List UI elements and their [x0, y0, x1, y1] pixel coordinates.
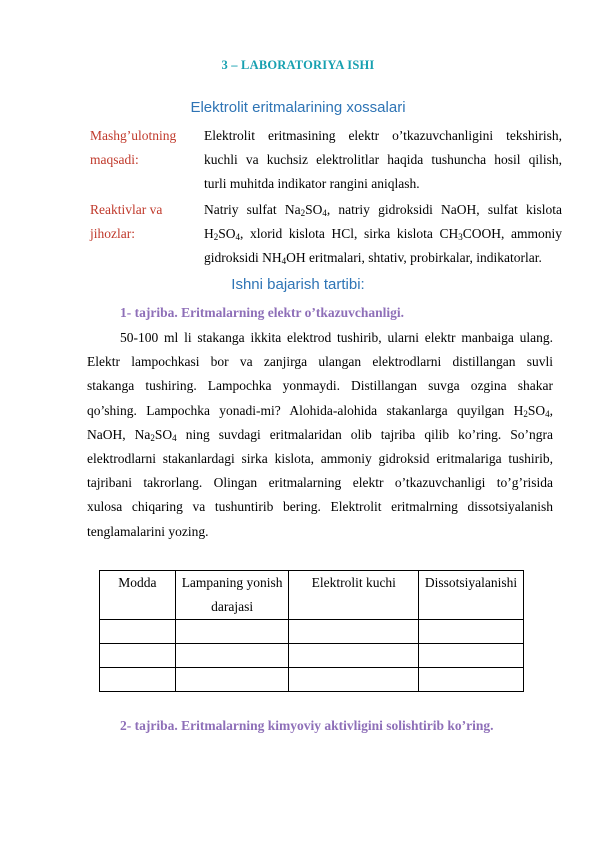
goal-text — [204, 124, 562, 196]
header-modda: Modda — [100, 571, 176, 620]
lab-title: 3 – LABORATORIYA ISHI — [221, 58, 375, 72]
table-row — [100, 668, 524, 692]
table-cell[interactable] — [419, 644, 524, 668]
table-row — [100, 620, 524, 644]
text-line: elektrodlarni stakanlardagi sirka kislota, ammoniy gidroksid eritmalariga tushirib, — [87, 451, 553, 467]
table-cell[interactable] — [175, 668, 289, 692]
results-table — [99, 570, 524, 692]
header-lampaning-yonish: Lampaning yonish darajasi — [175, 571, 289, 620]
table-cell[interactable] — [175, 620, 289, 644]
table-cell[interactable] — [100, 644, 176, 668]
goal-section — [90, 124, 570, 196]
table-cell[interactable] — [419, 620, 524, 644]
procedure-title: Ishni bajarish tartibi: — [231, 276, 365, 293]
table-cell[interactable] — [289, 620, 419, 644]
table-cell[interactable] — [100, 668, 176, 692]
table-row — [100, 644, 524, 668]
text-line: Elektr lampochkasi bor va zanjirga ulangan elektrodlarni distillangan suvli — [87, 354, 553, 370]
goal-label-line1: Mashg’ulotning — [90, 128, 177, 143]
table-cell[interactable] — [289, 668, 419, 692]
table-cell[interactable] — [289, 644, 419, 668]
text-line: 50-100 ml li stakanga ikkita elektrod tushirib, ularni elektr manbaiga ulang. — [120, 330, 553, 345]
reagents-label-line1: Reaktivlar va — [90, 202, 163, 217]
text-line: qo’shing. Lampochka yonadi-mi? Alohida-alohida stakanlarga quyilgan $H_2SO_4$, — [87, 402, 553, 419]
goal-label — [90, 124, 200, 172]
text-line: tenglamalarini yozing. — [87, 523, 209, 539]
table-cell[interactable] — [175, 644, 289, 668]
header-elektrolit-kuchi: Elektrolit kuchi — [289, 571, 419, 620]
reagents-line: gidroksidi $NH_4OH$ eritmalari, shtativ, probirkalar, indikatorlar. — [204, 250, 542, 266]
experiment1-title: 1- tajriba. Eritmalarning elektr o’tkazuvchanligi. — [120, 305, 404, 320]
reagents-label — [90, 198, 200, 246]
experiment2-title: 2- tajriba. Eritmalarning kimyoviy aktivligini solishtirib ko’ring. — [120, 718, 494, 733]
goal-line: Elektrolit eritmasining elektr o’tkazuvchanligini tekshirish, — [204, 128, 562, 143]
table-cell[interactable] — [100, 620, 176, 644]
header-dissotsiyalanishi: Dissotsiyalanishi — [419, 571, 524, 620]
experiment1-text — [87, 326, 553, 544]
subject-title: Elektrolit eritmalarining xossalari — [190, 99, 406, 116]
goal-line: kuchli va kuchsiz elektrolitlar haqida tushuncha hosil qilish, — [204, 152, 562, 167]
goal-line: turli muhitda indikator rangini aniqlash. — [204, 176, 420, 191]
table-header-row — [100, 571, 524, 620]
reagents-text — [204, 198, 562, 270]
reagents-line: $H_2SO_4$, xlorid kislota HCl, sirka kislota $CH_3COOH$, ammoniy — [204, 226, 562, 242]
reagents-section — [90, 198, 570, 270]
reagents-line: Natriy sulfat $Na_2SO_4$, natriy gidroksidi NaOH, sulfat kislota — [204, 202, 562, 218]
table-cell[interactable] — [419, 668, 524, 692]
text-line: stakanga tushiring. Lampochka yonmaydi. Distillangan suvga ozgina shakar — [87, 378, 553, 394]
text-line: NaOH, $Na_2SO_4$ ning suvdagi eritmalaridan olib tajriba qilib ko’ring. So’ngra — [87, 426, 554, 443]
text-line: tajribani takrorlang. Olingan eritmalarning elektr o’tkazuvchanligi to’g’risida — [87, 475, 553, 491]
goal-label-line2: maqsadi: — [90, 152, 139, 167]
reagents-label-line2: jihozlar: — [90, 226, 135, 241]
text-line: xulosa chiqaring va tushuntirib bering. Elektrolit eritmalrning dissotsiyalanish — [87, 499, 553, 515]
